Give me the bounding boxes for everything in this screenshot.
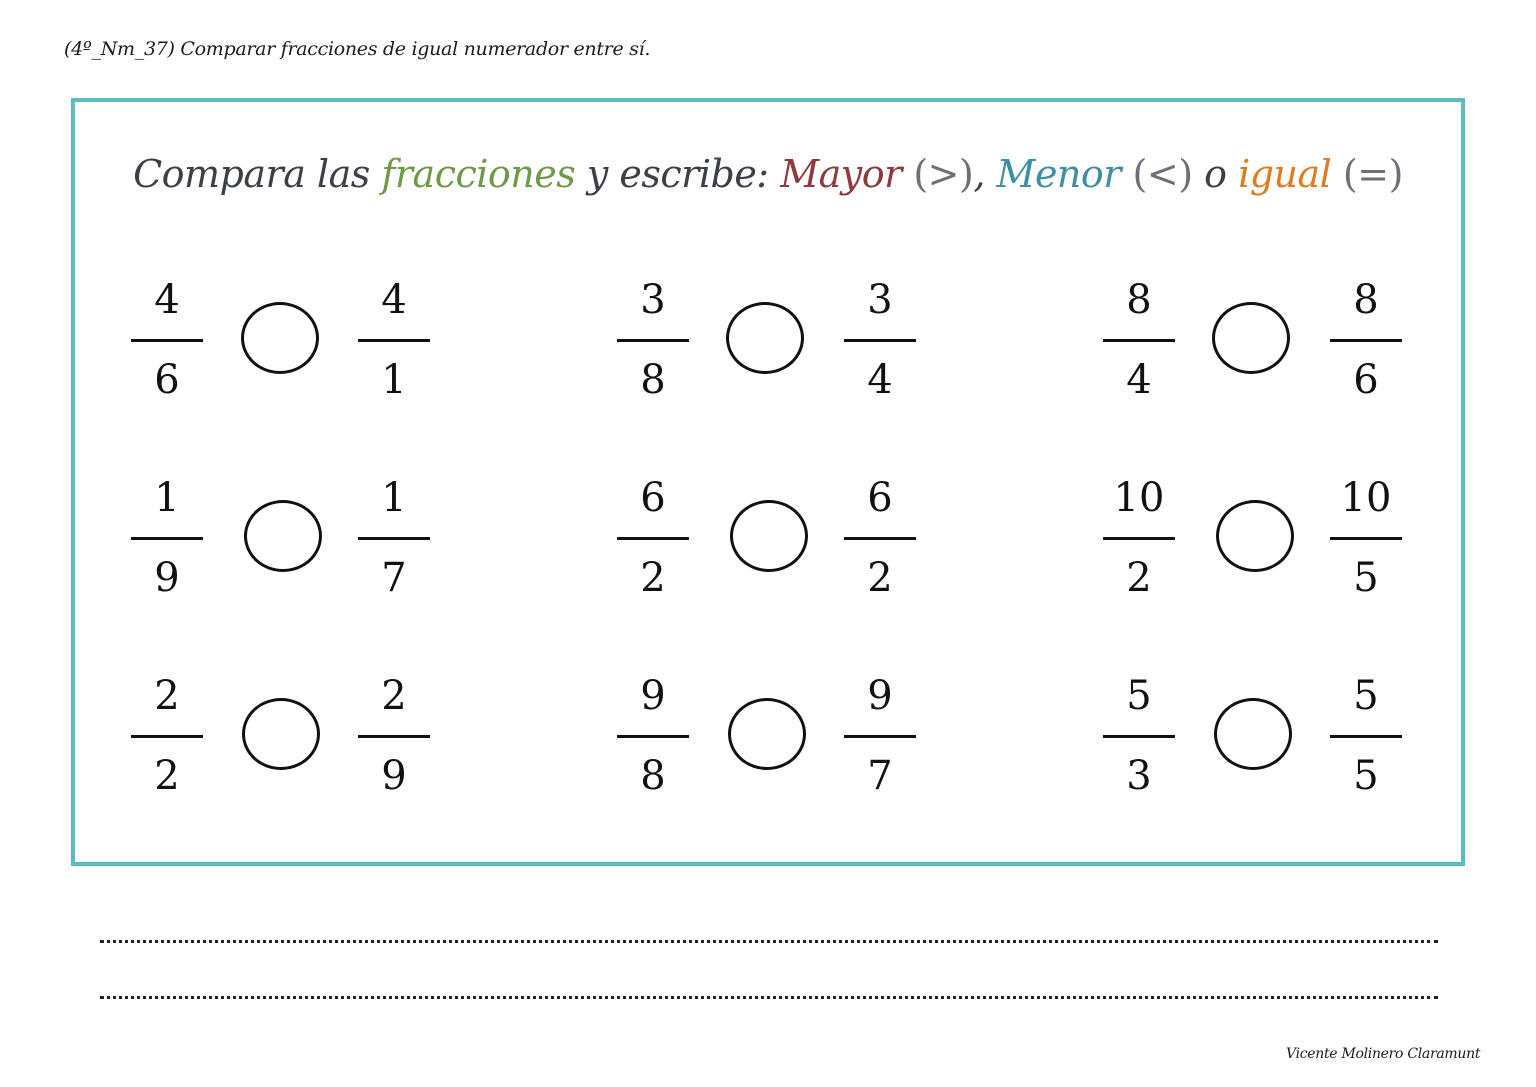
word-fracciones: fracciones bbox=[381, 152, 576, 196]
numerator: 9 bbox=[640, 673, 666, 719]
comparison-answer-circle[interactable] bbox=[730, 500, 808, 572]
fraction-bar bbox=[131, 339, 203, 342]
numerator: 6 bbox=[640, 475, 666, 521]
fraction-bar bbox=[1103, 339, 1175, 342]
denominator: 5 bbox=[1353, 753, 1379, 799]
comparison-answer-circle[interactable] bbox=[241, 302, 319, 374]
word-mayor: Mayor bbox=[780, 152, 902, 196]
problem-2 bbox=[617, 272, 917, 412]
numerator: 6 bbox=[867, 475, 893, 521]
fraction-bar bbox=[1330, 339, 1402, 342]
worksheet-code-title: (4º_Nm_37) Comparar fracciones de igual numerador entre sí. bbox=[64, 38, 651, 60]
fraction-bar bbox=[617, 735, 689, 738]
numerator: 8 bbox=[1126, 277, 1152, 323]
right-fraction bbox=[844, 272, 916, 412]
numerator: 4 bbox=[154, 277, 180, 323]
numerator: 2 bbox=[154, 673, 180, 719]
fraction-bar bbox=[844, 537, 916, 540]
fraction-bar bbox=[844, 339, 916, 342]
symbol-greater: (>) bbox=[901, 152, 974, 196]
exercise-frame bbox=[71, 98, 1465, 866]
word-menor: Menor bbox=[996, 152, 1121, 196]
left-fraction bbox=[1103, 668, 1175, 808]
comparison-answer-circle[interactable] bbox=[1212, 302, 1290, 374]
numerator: 5 bbox=[1126, 673, 1152, 719]
denominator: 6 bbox=[154, 357, 180, 403]
fraction-bar bbox=[617, 537, 689, 540]
numerator: 5 bbox=[1353, 673, 1379, 719]
dotted-answer-line-1[interactable] bbox=[100, 940, 1438, 943]
comparison-answer-circle[interactable] bbox=[728, 698, 806, 770]
dotted-answer-line-2[interactable] bbox=[100, 996, 1438, 999]
denominator: 1 bbox=[381, 357, 407, 403]
denominator: 2 bbox=[640, 555, 666, 601]
problem-5 bbox=[617, 470, 917, 610]
denominator: 2 bbox=[1126, 555, 1152, 601]
problem-6 bbox=[1103, 470, 1403, 610]
instruction-text: Compara las bbox=[133, 152, 382, 196]
right-fraction bbox=[1330, 668, 1402, 808]
numerator: 2 bbox=[381, 673, 407, 719]
fraction-bar bbox=[131, 735, 203, 738]
denominator: 2 bbox=[867, 555, 893, 601]
denominator: 3 bbox=[1126, 753, 1152, 799]
denominator: 4 bbox=[867, 357, 893, 403]
right-fraction bbox=[844, 470, 916, 610]
numerator: 8 bbox=[1353, 277, 1379, 323]
fraction-bar bbox=[617, 339, 689, 342]
left-fraction bbox=[617, 272, 689, 412]
left-fraction bbox=[131, 272, 203, 412]
numerator: 3 bbox=[867, 277, 893, 323]
instruction-heading bbox=[75, 152, 1461, 196]
fraction-bar bbox=[131, 537, 203, 540]
comparison-answer-circle[interactable] bbox=[1214, 698, 1292, 770]
problem-7 bbox=[131, 668, 431, 808]
symbol-equal: (=) bbox=[1331, 152, 1403, 196]
fraction-bar bbox=[1330, 537, 1402, 540]
right-fraction bbox=[358, 272, 430, 412]
denominator: 9 bbox=[381, 753, 407, 799]
comparison-answer-circle[interactable] bbox=[1216, 500, 1294, 572]
fraction-bar bbox=[1330, 735, 1402, 738]
author-signature: Vicente Molinero Claramunt bbox=[1286, 1046, 1481, 1062]
left-fraction bbox=[131, 668, 203, 808]
left-fraction bbox=[617, 668, 689, 808]
problem-8 bbox=[617, 668, 917, 808]
symbol-less: (<) bbox=[1120, 152, 1193, 196]
denominator: 7 bbox=[867, 753, 893, 799]
right-fraction bbox=[358, 668, 430, 808]
denominator: 5 bbox=[1353, 555, 1379, 601]
fraction-bar bbox=[844, 735, 916, 738]
comparison-answer-circle[interactable] bbox=[242, 698, 320, 770]
fraction-bar bbox=[1103, 735, 1175, 738]
problem-4 bbox=[131, 470, 431, 610]
numerator: 10 bbox=[1340, 475, 1392, 521]
right-fraction bbox=[1330, 470, 1402, 610]
right-fraction bbox=[1330, 272, 1402, 412]
denominator: 9 bbox=[154, 555, 180, 601]
left-fraction bbox=[1103, 470, 1175, 610]
comparison-answer-circle[interactable] bbox=[726, 302, 804, 374]
right-fraction bbox=[358, 470, 430, 610]
instruction-text: y escribe: bbox=[575, 152, 781, 196]
comma: , bbox=[973, 152, 997, 196]
denominator: 6 bbox=[1353, 357, 1379, 403]
connector-o: o bbox=[1192, 152, 1239, 196]
comparison-answer-circle[interactable] bbox=[244, 500, 322, 572]
denominator: 8 bbox=[640, 357, 666, 403]
word-igual: igual bbox=[1238, 152, 1332, 196]
denominator: 4 bbox=[1126, 357, 1152, 403]
numerator: 9 bbox=[867, 673, 893, 719]
problem-9 bbox=[1103, 668, 1403, 808]
fraction-bar bbox=[358, 537, 430, 540]
problem-3 bbox=[1103, 272, 1403, 412]
denominator: 7 bbox=[381, 555, 407, 601]
left-fraction bbox=[131, 470, 203, 610]
left-fraction bbox=[617, 470, 689, 610]
problem-1 bbox=[131, 272, 431, 412]
denominator: 8 bbox=[640, 753, 666, 799]
numerator: 1 bbox=[381, 475, 407, 521]
fraction-bar bbox=[1103, 537, 1175, 540]
fraction-bar bbox=[358, 339, 430, 342]
left-fraction bbox=[1103, 272, 1175, 412]
numerator: 1 bbox=[154, 475, 180, 521]
numerator: 3 bbox=[640, 277, 666, 323]
denominator: 2 bbox=[154, 753, 180, 799]
right-fraction bbox=[844, 668, 916, 808]
numerator: 4 bbox=[381, 277, 407, 323]
numerator: 10 bbox=[1113, 475, 1165, 521]
fraction-bar bbox=[358, 735, 430, 738]
